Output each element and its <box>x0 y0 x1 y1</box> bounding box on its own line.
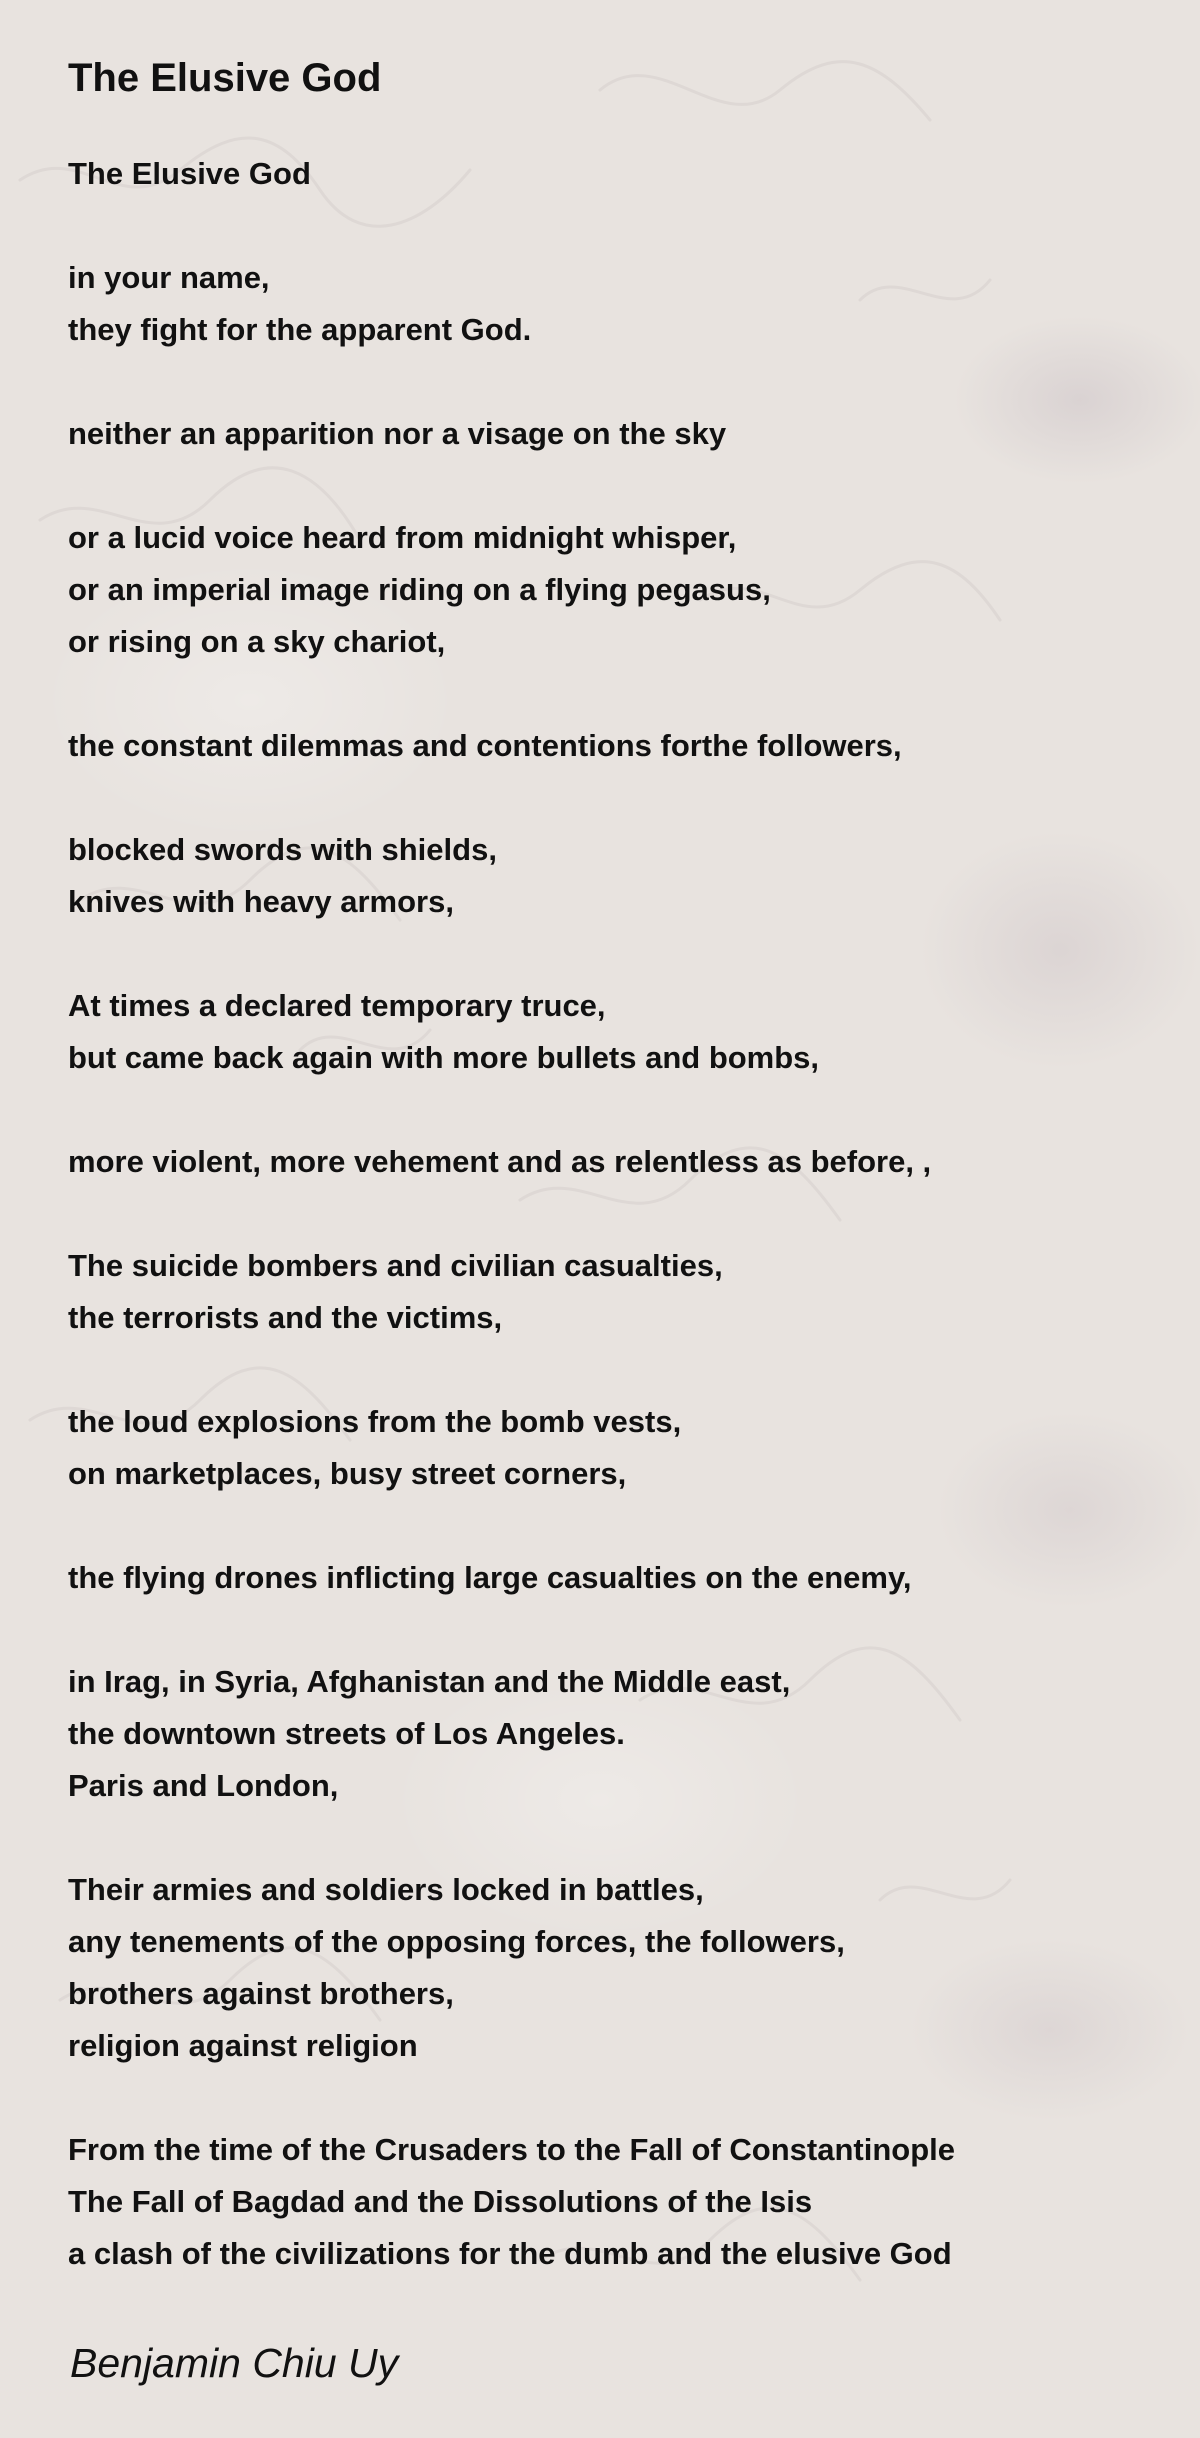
poem-line: knives with heavy armors, <box>68 884 454 919</box>
poem-line: but came back again with more bullets and bombs, <box>68 1040 820 1075</box>
stanza-break <box>68 460 1148 512</box>
poem-line: in your name, <box>68 260 270 295</box>
poem-line: The Fall of Bagdad and the Dissolutions of the Isis <box>68 2184 813 2219</box>
stanza-break <box>68 1604 1148 1656</box>
poem-line: religion against religion <box>68 2028 418 2063</box>
poem-author: Benjamin Chiu Uy <box>70 2340 399 2386</box>
poem-line: or a lucid voice heard from midnight whisper, <box>68 520 737 555</box>
poem-line: the constant dilemmas and contentions forthe followers, <box>68 728 902 763</box>
poem-line: or an imperial image riding on a flying pegasus, <box>68 572 771 607</box>
poem-line: a clash of the civilizations for the dumb and the elusive God <box>68 2236 952 2271</box>
stanza-break <box>68 2072 1148 2124</box>
poem-line: the downtown streets of Los Angeles. <box>68 1716 625 1751</box>
poem-line: on marketplaces, busy street corners, <box>68 1456 627 1491</box>
poem-line: blocked swords with shields, <box>68 832 497 867</box>
stanza-break <box>68 1812 1148 1864</box>
stanza-break <box>68 772 1148 824</box>
poem-line: more violent, more vehement and as relentless as before, , <box>68 1144 932 1179</box>
stanza-break <box>68 928 1148 980</box>
poem-line: they fight for the apparent God. <box>68 312 532 347</box>
poem-line: the terrorists and the victims, <box>68 1300 503 1335</box>
poem-line: the loud explosions from the bomb vests, <box>68 1404 682 1439</box>
stanza-break <box>68 1084 1148 1136</box>
stanza-break <box>68 200 1148 252</box>
poem-line: The suicide bombers and civilian casualties, <box>68 1248 723 1283</box>
stanza-break <box>68 1500 1148 1552</box>
stanza-break <box>68 1344 1148 1396</box>
poem-line: brothers against brothers, <box>68 1976 454 2011</box>
poem-line: At times a declared temporary truce, <box>68 988 606 1023</box>
poem-line: Paris and London, <box>68 1768 339 1803</box>
poem-line: The Elusive God <box>68 156 311 191</box>
poem-body <box>68 148 1148 2280</box>
poem-line: any tenements of the opposing forces, the followers, <box>68 1924 845 1959</box>
stanza-break <box>68 1188 1148 1240</box>
stanza-break <box>68 668 1148 720</box>
poem-line: or rising on a sky chariot, <box>68 624 446 659</box>
poem-line: neither an apparition nor a visage on the sky <box>68 416 727 451</box>
poem-line: the flying drones inflicting large casualties on the enemy, <box>68 1560 912 1595</box>
poem-line: in Irag, in Syria, Afghanistan and the Middle east, <box>68 1664 791 1699</box>
poem-line: Their armies and soldiers locked in battles, <box>68 1872 704 1907</box>
poem-title: The Elusive God <box>68 56 382 100</box>
poem-line: From the time of the Crusaders to the Fall of Constantinople <box>68 2132 955 2167</box>
stanza-break <box>68 356 1148 408</box>
